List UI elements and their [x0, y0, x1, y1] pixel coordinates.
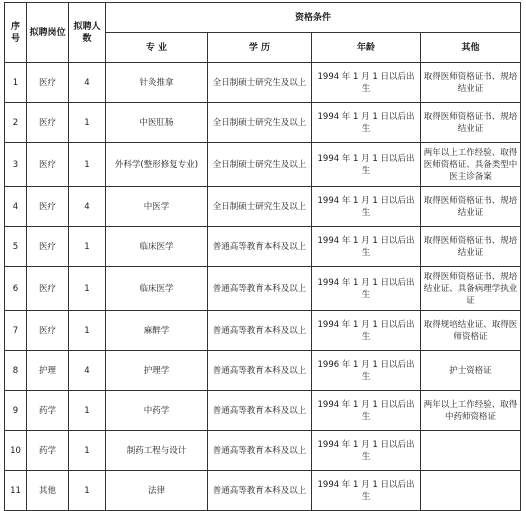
- cell-age: 1994 年 1 月 1 日以后出生: [312, 311, 421, 351]
- cell-age: 1994 年 1 月 1 日以后出生: [312, 143, 421, 187]
- cell-post: 医疗: [27, 63, 69, 103]
- cell-count: 4: [69, 351, 106, 391]
- table-row: [5, 391, 521, 431]
- cell-major: 护理学: [106, 351, 208, 391]
- cell-post: 医疗: [27, 187, 69, 227]
- recruitment-table-container: [4, 2, 521, 511]
- cell-age: 1994 年 1 月 1 日以后出生: [312, 187, 421, 227]
- cell-age: 1994 年 1 月 1 日以后出生: [312, 471, 421, 511]
- cell-other: 取得规培结业证、取得医师资格证: [421, 311, 521, 351]
- cell-count: 1: [69, 227, 106, 267]
- cell-post: 药学: [27, 391, 69, 431]
- cell-education: 普通高等教育本科及以上: [208, 431, 312, 471]
- cell-seq: 9: [5, 391, 27, 431]
- cell-seq: 6: [5, 267, 27, 311]
- cell-major: 中医肛肠: [106, 103, 208, 143]
- cell-age: 1994 年 1 月 1 日以后出生: [312, 103, 421, 143]
- cell-major: 临床医学: [106, 267, 208, 311]
- cell-post: 医疗: [27, 227, 69, 267]
- cell-other: 护士资格证: [421, 351, 521, 391]
- header-count: 拟聘人数: [69, 3, 106, 63]
- cell-education: 普通高等教育本科及以上: [208, 227, 312, 267]
- cell-post: 药学: [27, 431, 69, 471]
- cell-other: [421, 471, 521, 511]
- cell-other: 两年以上工作经验、取得医师资格证、具备类型中医主诊备案: [421, 143, 521, 187]
- cell-age: 1996 年 1 月 1 日以后出生: [312, 351, 421, 391]
- cell-other: 取得医师资格证书、规培结业证: [421, 187, 521, 227]
- cell-seq: 5: [5, 227, 27, 267]
- cell-major: 麻醉学: [106, 311, 208, 351]
- cell-count: 1: [69, 267, 106, 311]
- cell-education: 全日制硕士研究生及以上: [208, 187, 312, 227]
- cell-education: 普通高等教育本科及以上: [208, 471, 312, 511]
- cell-seq: 4: [5, 187, 27, 227]
- header-row-top: [5, 3, 521, 33]
- cell-education: 全日制硕士研究生及以上: [208, 103, 312, 143]
- table-row: [5, 471, 521, 511]
- table-row: [5, 267, 521, 311]
- cell-major: 针灸推拿: [106, 63, 208, 103]
- header-other: 其他: [421, 33, 521, 63]
- cell-education: 普通高等教育本科及以上: [208, 351, 312, 391]
- cell-seq: 11: [5, 471, 27, 511]
- cell-post: 医疗: [27, 267, 69, 311]
- cell-age: 1994 年 1 月 1 日以后出生: [312, 63, 421, 103]
- cell-count: 4: [69, 187, 106, 227]
- cell-other: 两年以上工作经验、取得中药师资格证: [421, 391, 521, 431]
- cell-post: 医疗: [27, 143, 69, 187]
- table-row: [5, 103, 521, 143]
- header-seq: 序号: [5, 3, 27, 63]
- cell-age: 1994 年 1 月 1 日以后出生: [312, 267, 421, 311]
- cell-major: 制药工程与设计: [106, 431, 208, 471]
- cell-age: 1994 年 1 月 1 日以后出生: [312, 227, 421, 267]
- cell-seq: 8: [5, 351, 27, 391]
- cell-other: 取得医师资格证书、规培结业证、具备病理学执业证: [421, 267, 521, 311]
- cell-other: 取得医师资格证书、规培结业证: [421, 227, 521, 267]
- cell-major: 临床医学: [106, 227, 208, 267]
- cell-count: 1: [69, 431, 106, 471]
- cell-other: [421, 431, 521, 471]
- table-row: [5, 351, 521, 391]
- cell-education: 普通高等教育本科及以上: [208, 391, 312, 431]
- cell-seq: 10: [5, 431, 27, 471]
- header-education: 学 历: [208, 33, 312, 63]
- table-row: [5, 63, 521, 103]
- cell-count: 1: [69, 103, 106, 143]
- cell-count: 1: [69, 311, 106, 351]
- cell-seq: 1: [5, 63, 27, 103]
- table-row: [5, 311, 521, 351]
- cell-age: 1994 年 1 月 1 日以后出生: [312, 431, 421, 471]
- cell-education: 全日制硕士研究生及以上: [208, 63, 312, 103]
- cell-major: 外科学(整形修复专业): [106, 143, 208, 187]
- cell-post: 其他: [27, 471, 69, 511]
- cell-count: 4: [69, 63, 106, 103]
- cell-count: 1: [69, 391, 106, 431]
- table-row: [5, 187, 521, 227]
- cell-count: 1: [69, 471, 106, 511]
- cell-seq: 7: [5, 311, 27, 351]
- recruitment-table: [4, 2, 521, 511]
- table-row: [5, 431, 521, 471]
- table-row: [5, 143, 521, 187]
- cell-post: 医疗: [27, 311, 69, 351]
- cell-major: 中医学: [106, 187, 208, 227]
- cell-age: 1994 年 1 月 1 日以后出生: [312, 391, 421, 431]
- header-major: 专 业: [106, 33, 208, 63]
- cell-post: 医疗: [27, 103, 69, 143]
- header-qualifications: 资格条件: [106, 3, 521, 33]
- cell-count: 1: [69, 143, 106, 187]
- cell-seq: 2: [5, 103, 27, 143]
- header-age: 年龄: [312, 33, 421, 63]
- cell-education: 全日制硕士研究生及以上: [208, 143, 312, 187]
- cell-seq: 3: [5, 143, 27, 187]
- cell-education: 普通高等教育本科及以上: [208, 267, 312, 311]
- cell-other: 取得医师资格证书、规培结业证: [421, 103, 521, 143]
- cell-other: 取得医师资格证书、规培结业证: [421, 63, 521, 103]
- cell-major: 法律: [106, 471, 208, 511]
- cell-major: 中药学: [106, 391, 208, 431]
- header-post: 拟聘岗位: [27, 3, 69, 63]
- cell-education: 普通高等教育本科及以上: [208, 311, 312, 351]
- cell-post: 护理: [27, 351, 69, 391]
- table-row: [5, 227, 521, 267]
